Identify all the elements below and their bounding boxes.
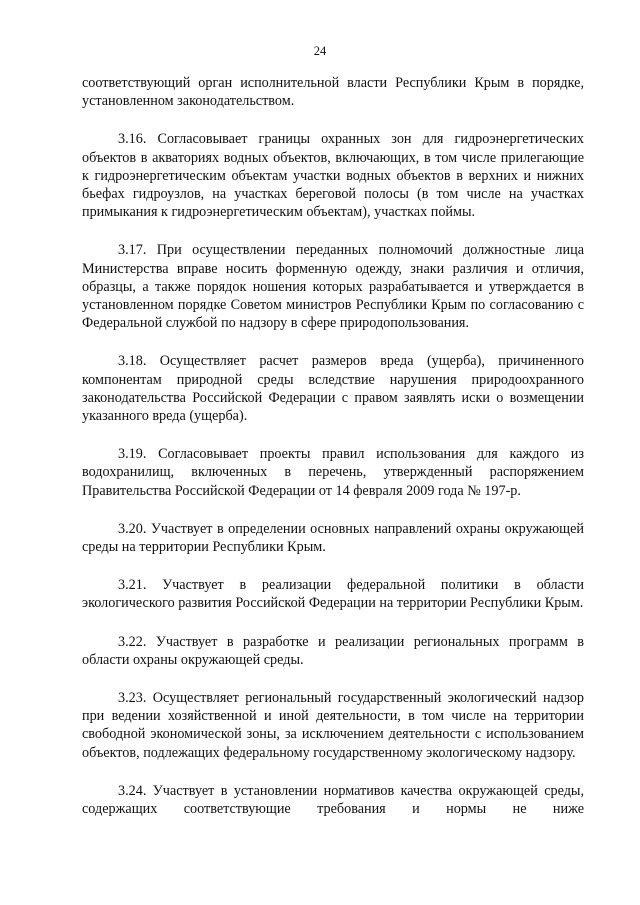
paragraph-3-21: 3.21. Участвует в реализации федеральной политики в области экологического развития Российской Федерации на территории Республики Крым. (82, 577, 584, 612)
paragraph-3-19: 3.19. Согласовывает проекты правил использования для каждого из водохранилищ, включенных в перечень, утвержденный распоряжением Правительства Российской Федерации от 14 февраля 2009 года № 197-р. (82, 446, 584, 499)
document-body (82, 74, 584, 838)
paragraph-3-23: 3.23. Осуществляет региональный государственный экологический надзор при ведении хозяйственной и иной деятельности, в том числе на территории свободной экономической зоны, за исключением деятельности с использованием объектов, подлежащих федеральному государственному экологическому надзору. (82, 690, 584, 761)
paragraph-3-17: 3.17. При осуществлении переданных полномочий должностные лица Министерства вправе носить форменную одежду, знаки различия и отличия, образцы, а также порядок ношения которых разрабатывается и утверждается в установленном порядке Советом министров Республики Крым по согласованию с Федеральной службой по надзору в сфере природопользования. (82, 242, 584, 332)
paragraph-3-18: 3.18. Осуществляет расчет размеров вреда (ущерба), причиненного компонентам природной среды вследствие нарушения природоохранного законодательства Российской Федерации с правом заявлять иски о возмещении указанного вреда (ущерба). (82, 353, 584, 425)
page-number: 24 (313, 44, 327, 58)
paragraph-3-24: 3.24. Участвует в установлении нормативов качества окружающей среды, содержащих соответствующие требования и нормы не ниже (82, 782, 584, 818)
paragraph-3-22: 3.22. Участвует в разработке и реализации региональных программ в области охраны окружающей среды. (82, 633, 584, 668)
paragraph-3-20: 3.20. Участвует в определении основных направлений охраны окружающей среды на территории Республики Крым. (82, 520, 584, 556)
paragraph-3-16: 3.16. Согласовывает границы охранных зон для гидроэнергетических объектов в акваториях водных объектов, включающих, в том числе прилегающие к гидроэнергетическим объектам участки водных объектов в верхних и нижних бьефах гидроузлов, на участках береговой полосы (в том числе на участках примыкания к гидроэнергетическим объектам), участках поймы. (82, 131, 584, 221)
paragraph-continuation: соответствующий орган исполнительной власти Республики Крым в порядке, установленном законодательством. (82, 75, 584, 110)
